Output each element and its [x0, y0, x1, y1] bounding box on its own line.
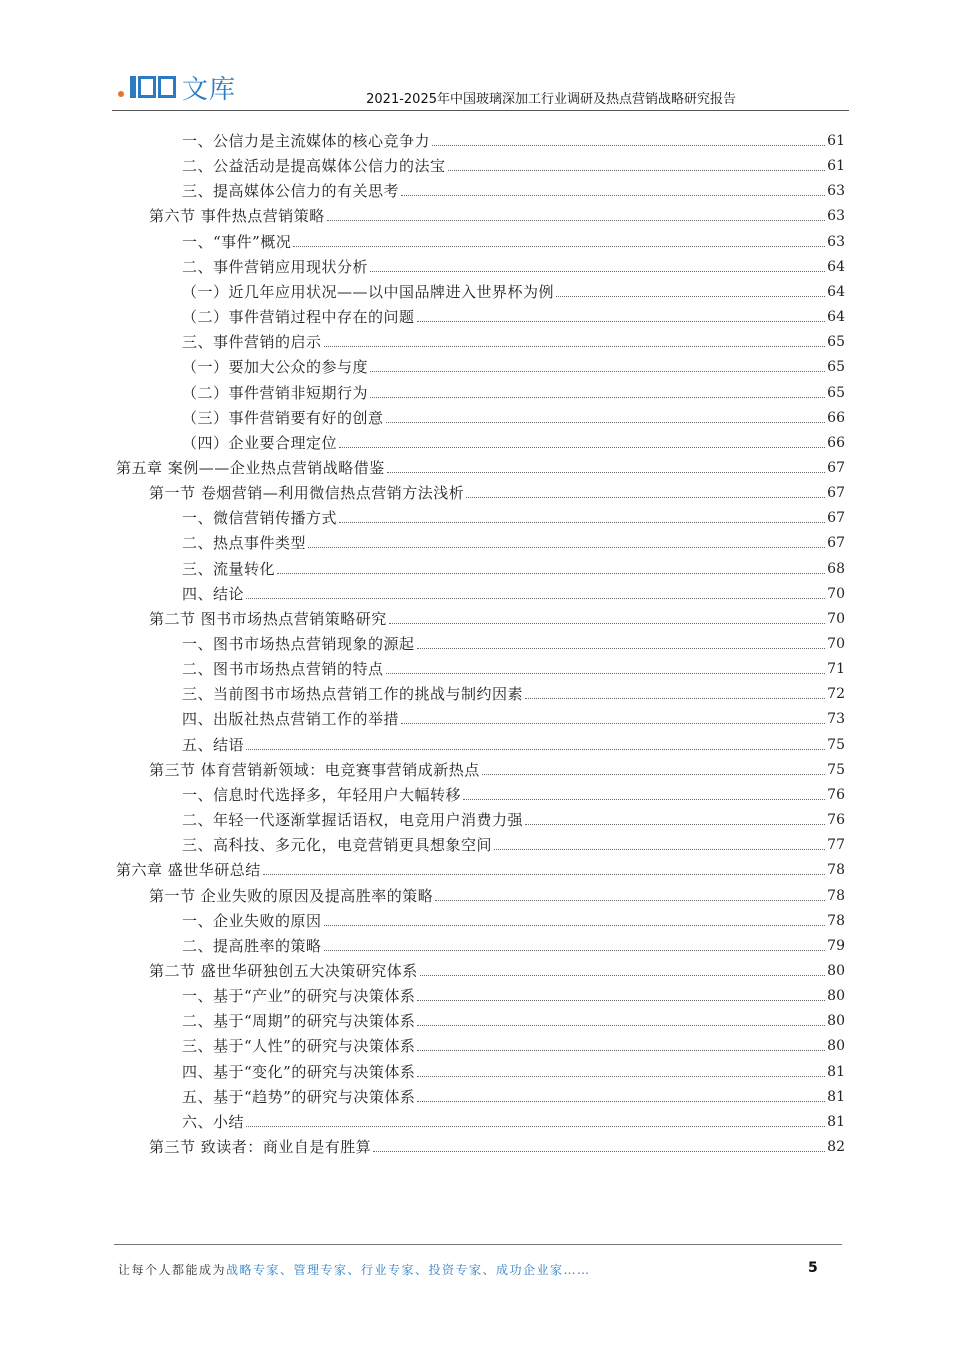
logo-text: 文库: [182, 74, 237, 105]
toc-leader-dots: [370, 371, 825, 372]
toc-entry[interactable]: [149, 480, 845, 502]
toc-leader-dots: [324, 950, 826, 951]
toc-entry[interactable]: [182, 933, 845, 955]
toc-entry[interactable]: [182, 732, 845, 754]
toc-leader-dots: [387, 472, 825, 473]
footer-slogan-accent: 战略专家、管理专家、行业专家、投资专家、成功企业家……: [226, 1263, 591, 1277]
toc-entry-label: 第六节 事件热点营销策略: [149, 207, 325, 226]
toc-entry-page: 78: [827, 862, 845, 879]
toc-entry-label: 四、出版社热点营销工作的举措: [182, 710, 400, 729]
toc-entry-page: 75: [827, 736, 845, 753]
toc-entry-label: （三）事件营销要有好的创意: [182, 408, 384, 427]
toc-entry[interactable]: [182, 1033, 845, 1055]
toc-leader-dots: [401, 195, 825, 196]
toc-entry-page: 77: [827, 837, 845, 854]
footer-slogan: [118, 1261, 591, 1278]
logo: [118, 70, 236, 104]
toc-entry[interactable]: [182, 128, 845, 150]
toc-entry[interactable]: [182, 405, 845, 427]
toc-entry[interactable]: [149, 958, 845, 980]
toc-entry-label: 第二节 盛世华研独创五大决策研究体系: [149, 961, 418, 980]
toc-entry[interactable]: [182, 832, 845, 854]
toc-entry-page: 80: [827, 988, 845, 1005]
toc-entry[interactable]: [182, 631, 845, 653]
toc-entry-page: 67: [827, 510, 845, 527]
toc-entry[interactable]: [182, 1008, 845, 1030]
toc-entry-label: 第三节 体育营销新领域：电竞赛事营销成新热点: [149, 760, 480, 779]
toc-entry-page: 75: [827, 761, 845, 778]
toc-entry[interactable]: [149, 1134, 845, 1156]
toc-entry-label: （二）事件营销非短期行为: [182, 383, 369, 402]
toc-leader-dots: [494, 849, 825, 850]
logo-mark-icon: [130, 76, 176, 98]
toc-leader-dots: [417, 321, 826, 322]
toc-entry-page: 76: [827, 786, 845, 803]
toc-leader-dots: [370, 397, 825, 398]
toc-leader-dots: [417, 1050, 825, 1051]
toc-leader-dots: [386, 673, 826, 674]
toc-leader-dots: [324, 346, 826, 347]
toc-entry[interactable]: [182, 254, 845, 276]
toc-leader-dots: [466, 497, 825, 498]
toc-entry[interactable]: [182, 178, 845, 200]
toc-entry[interactable]: [182, 153, 845, 175]
toc-entry[interactable]: [182, 1059, 845, 1081]
toc-leader-dots: [417, 1000, 825, 1001]
toc-entry-label: 三、事件营销的启示: [182, 333, 322, 352]
toc-entry[interactable]: [182, 556, 845, 578]
toc-entry-page: 76: [827, 812, 845, 829]
toc-leader-dots: [417, 1076, 825, 1077]
toc-entry[interactable]: [182, 681, 845, 703]
toc-entry-label: 四、结论: [182, 584, 245, 603]
toc-entry-page: 64: [827, 283, 845, 300]
toc-entry-page: 61: [827, 133, 845, 149]
toc-entry-label: 第三节 致读者：商业自是有胜算: [149, 1138, 372, 1156]
toc-entry[interactable]: [182, 279, 845, 301]
toc-entry[interactable]: [182, 354, 845, 376]
toc-entry-label: 一、“事件”概况: [182, 232, 292, 251]
toc-leader-dots: [246, 598, 825, 599]
toc-entry-page: 64: [827, 258, 845, 275]
toc-entry[interactable]: [182, 304, 845, 326]
toc-leader-dots: [246, 1126, 825, 1127]
toc-entry-label: 二、图书市场热点营销的特点: [182, 660, 384, 679]
toc-entry[interactable]: [182, 782, 845, 804]
toc-entry-page: 70: [827, 636, 845, 652]
toc-leader-dots: [327, 220, 825, 221]
toc-leader-dots: [263, 874, 825, 875]
toc-entry[interactable]: [182, 807, 845, 829]
toc-entry-page: 61: [827, 158, 845, 175]
toc-leader-dots: [417, 1101, 825, 1102]
toc-entry-page: 65: [827, 384, 845, 401]
toc-leader-dots: [482, 774, 825, 775]
toc-leader-dots: [417, 1025, 825, 1026]
document-title: 2021-2025年中国玻璃深加工行业调研及热点营销战略研究报告: [366, 92, 736, 107]
toc-leader-dots: [386, 422, 826, 423]
toc-entry-label: 三、提高媒体公信力的有关思考: [182, 182, 400, 201]
toc-entry-label: 二、提高胜率的策略: [182, 936, 322, 955]
footer-divider: [114, 1244, 842, 1245]
footer-slogan-prefix: 让每个人都能成为: [118, 1263, 227, 1277]
toc-leader-dots: [339, 522, 825, 523]
toc-leader-dots: [401, 723, 825, 724]
toc-entry[interactable]: [182, 908, 845, 930]
toc-leader-dots: [293, 246, 825, 247]
toc-entry-label: 一、基于“产业”的研究与决策体系: [182, 987, 416, 1006]
toc-entry-label: 第五章 案例——企业热点营销战略借鉴: [116, 458, 385, 477]
toc-entry-label: （一）近几年应用状况——以中国品牌进入世界杯为例: [182, 282, 555, 301]
toc-entry-page: 66: [827, 434, 845, 451]
toc-entry-page: 81: [827, 1113, 845, 1130]
toc-entry-page: 67: [827, 535, 845, 552]
toc-entry[interactable]: [182, 706, 845, 728]
toc-entry-page: 79: [827, 937, 845, 954]
toc-entry[interactable]: [182, 656, 845, 678]
toc-leader-dots: [432, 145, 825, 146]
toc-entry-page: 71: [827, 661, 845, 678]
toc-entry-label: 五、结语: [182, 735, 245, 754]
toc-entry-label: 一、企业失败的原因: [182, 911, 322, 930]
toc-entry-page: 64: [827, 309, 845, 326]
toc-entry[interactable]: [182, 1109, 845, 1131]
toc-leader-dots: [417, 648, 826, 649]
toc-leader-dots: [389, 623, 825, 624]
toc-entry-page: 63: [827, 208, 845, 225]
toc-leader-dots: [308, 547, 825, 548]
logo-dot-icon: [118, 91, 124, 97]
toc-entry-page: 81: [827, 1088, 845, 1105]
toc-entry[interactable]: [182, 430, 845, 452]
toc-entry-page: 80: [827, 962, 845, 979]
toc-entry-label: 一、图书市场热点营销现象的源起: [182, 635, 415, 653]
toc-entry-label: 第六章 盛世华研总结: [116, 861, 261, 880]
toc-entry-page: 65: [827, 359, 845, 376]
toc-leader-dots: [556, 296, 825, 297]
toc-entry-label: 五、基于“趋势”的研究与决策体系: [182, 1087, 416, 1106]
toc-entry[interactable]: [182, 581, 845, 603]
toc-entry[interactable]: [149, 203, 845, 225]
toc-entry-page: 78: [827, 887, 845, 904]
toc-entry-label: 二、公益活动是提高媒体公信力的法宝: [182, 157, 446, 176]
toc-entry-page: 81: [827, 1063, 845, 1080]
toc-entry-page: 66: [827, 409, 845, 426]
toc-leader-dots: [420, 975, 825, 976]
toc-entry-page: 65: [827, 334, 845, 351]
toc-entry-page: 80: [827, 1013, 845, 1030]
toc-entry-label: 第二节 图书市场热点营销策略研究: [149, 609, 387, 628]
toc-entry-label: 三、流量转化: [182, 559, 276, 578]
toc-entry-label: 一、微信营销传播方式: [182, 509, 338, 528]
toc-entry-label: 一、公信力是主流媒体的核心竞争力: [182, 132, 431, 150]
toc-entry-label: （四）企业要合理定位: [182, 433, 338, 452]
toc-entry[interactable]: [116, 455, 845, 477]
toc-entry-page: 63: [827, 233, 845, 250]
toc-entry-page: 70: [827, 610, 845, 627]
toc-entry-label: （一）要加大公众的参与度: [182, 358, 369, 377]
toc-entry-label: 第一节 企业失败的原因及提高胜率的策略: [149, 886, 434, 905]
toc-entry-label: 四、基于“变化”的研究与决策体系: [182, 1062, 416, 1081]
toc-entry-page: 73: [827, 711, 845, 728]
toc-entry-label: 一、信息时代选择多，年轻用户大幅转移: [182, 785, 462, 804]
toc-leader-dots: [448, 170, 826, 171]
toc-entry-page: 63: [827, 183, 845, 200]
toc-entry-page: 67: [827, 485, 845, 502]
toc-entry-page: 68: [827, 560, 845, 577]
toc-entry-page: 80: [827, 1038, 845, 1055]
toc-entry-label: 六、小结: [182, 1112, 245, 1131]
toc-entry-label: 二、热点事件类型: [182, 534, 307, 553]
toc-leader-dots: [324, 925, 826, 926]
toc-entry-label: （二）事件营销过程中存在的问题: [182, 308, 415, 327]
toc-leader-dots: [435, 900, 825, 901]
toc-entry-page: 78: [827, 912, 845, 929]
toc-leader-dots: [373, 1151, 825, 1152]
toc-entry[interactable]: [182, 505, 845, 527]
toc-entry-label: 二、年轻一代逐渐掌握话语权，电竞用户消费力强: [182, 811, 524, 830]
toc-entry[interactable]: [149, 757, 845, 779]
toc-entry-label: 第一节 卷烟营销—利用微信热点营销方法浅析: [149, 484, 465, 503]
toc-entry-label: 三、基于“人性”的研究与决策体系: [182, 1037, 416, 1056]
toc-entry[interactable]: [182, 380, 845, 402]
toc-entry[interactable]: [182, 983, 845, 1005]
toc-entry-page: 70: [827, 585, 845, 602]
toc-entry-page: 82: [827, 1139, 845, 1155]
toc-entry[interactable]: [116, 857, 845, 879]
toc-leader-dots: [370, 271, 825, 272]
toc-leader-dots: [339, 447, 825, 448]
toc-leader-dots: [525, 698, 825, 699]
toc-entry[interactable]: [149, 883, 845, 905]
toc-entry-label: 二、基于“周期”的研究与决策体系: [182, 1012, 416, 1031]
toc-entry-page: 67: [827, 459, 845, 476]
toc-entry-label: 三、当前图书市场热点营销工作的挑战与制约因素: [182, 685, 524, 704]
toc-entry-label: 三、高科技、多元化，电竞营销更具想象空间: [182, 836, 493, 855]
toc-leader-dots: [525, 824, 825, 825]
toc-leader-dots: [246, 749, 825, 750]
toc-leader-dots: [463, 799, 825, 800]
toc-entry[interactable]: [149, 606, 845, 628]
toc-entry[interactable]: [182, 329, 845, 351]
toc-entry[interactable]: [182, 1084, 845, 1106]
toc-entry[interactable]: [182, 530, 845, 552]
toc-entry[interactable]: [182, 229, 845, 251]
toc-entry-label: 二、事件营销应用现状分析: [182, 257, 369, 276]
toc-leader-dots: [277, 573, 825, 574]
header-divider: [112, 110, 849, 111]
toc-entry-page: 72: [827, 686, 845, 703]
page-number: 5: [808, 1260, 818, 1276]
